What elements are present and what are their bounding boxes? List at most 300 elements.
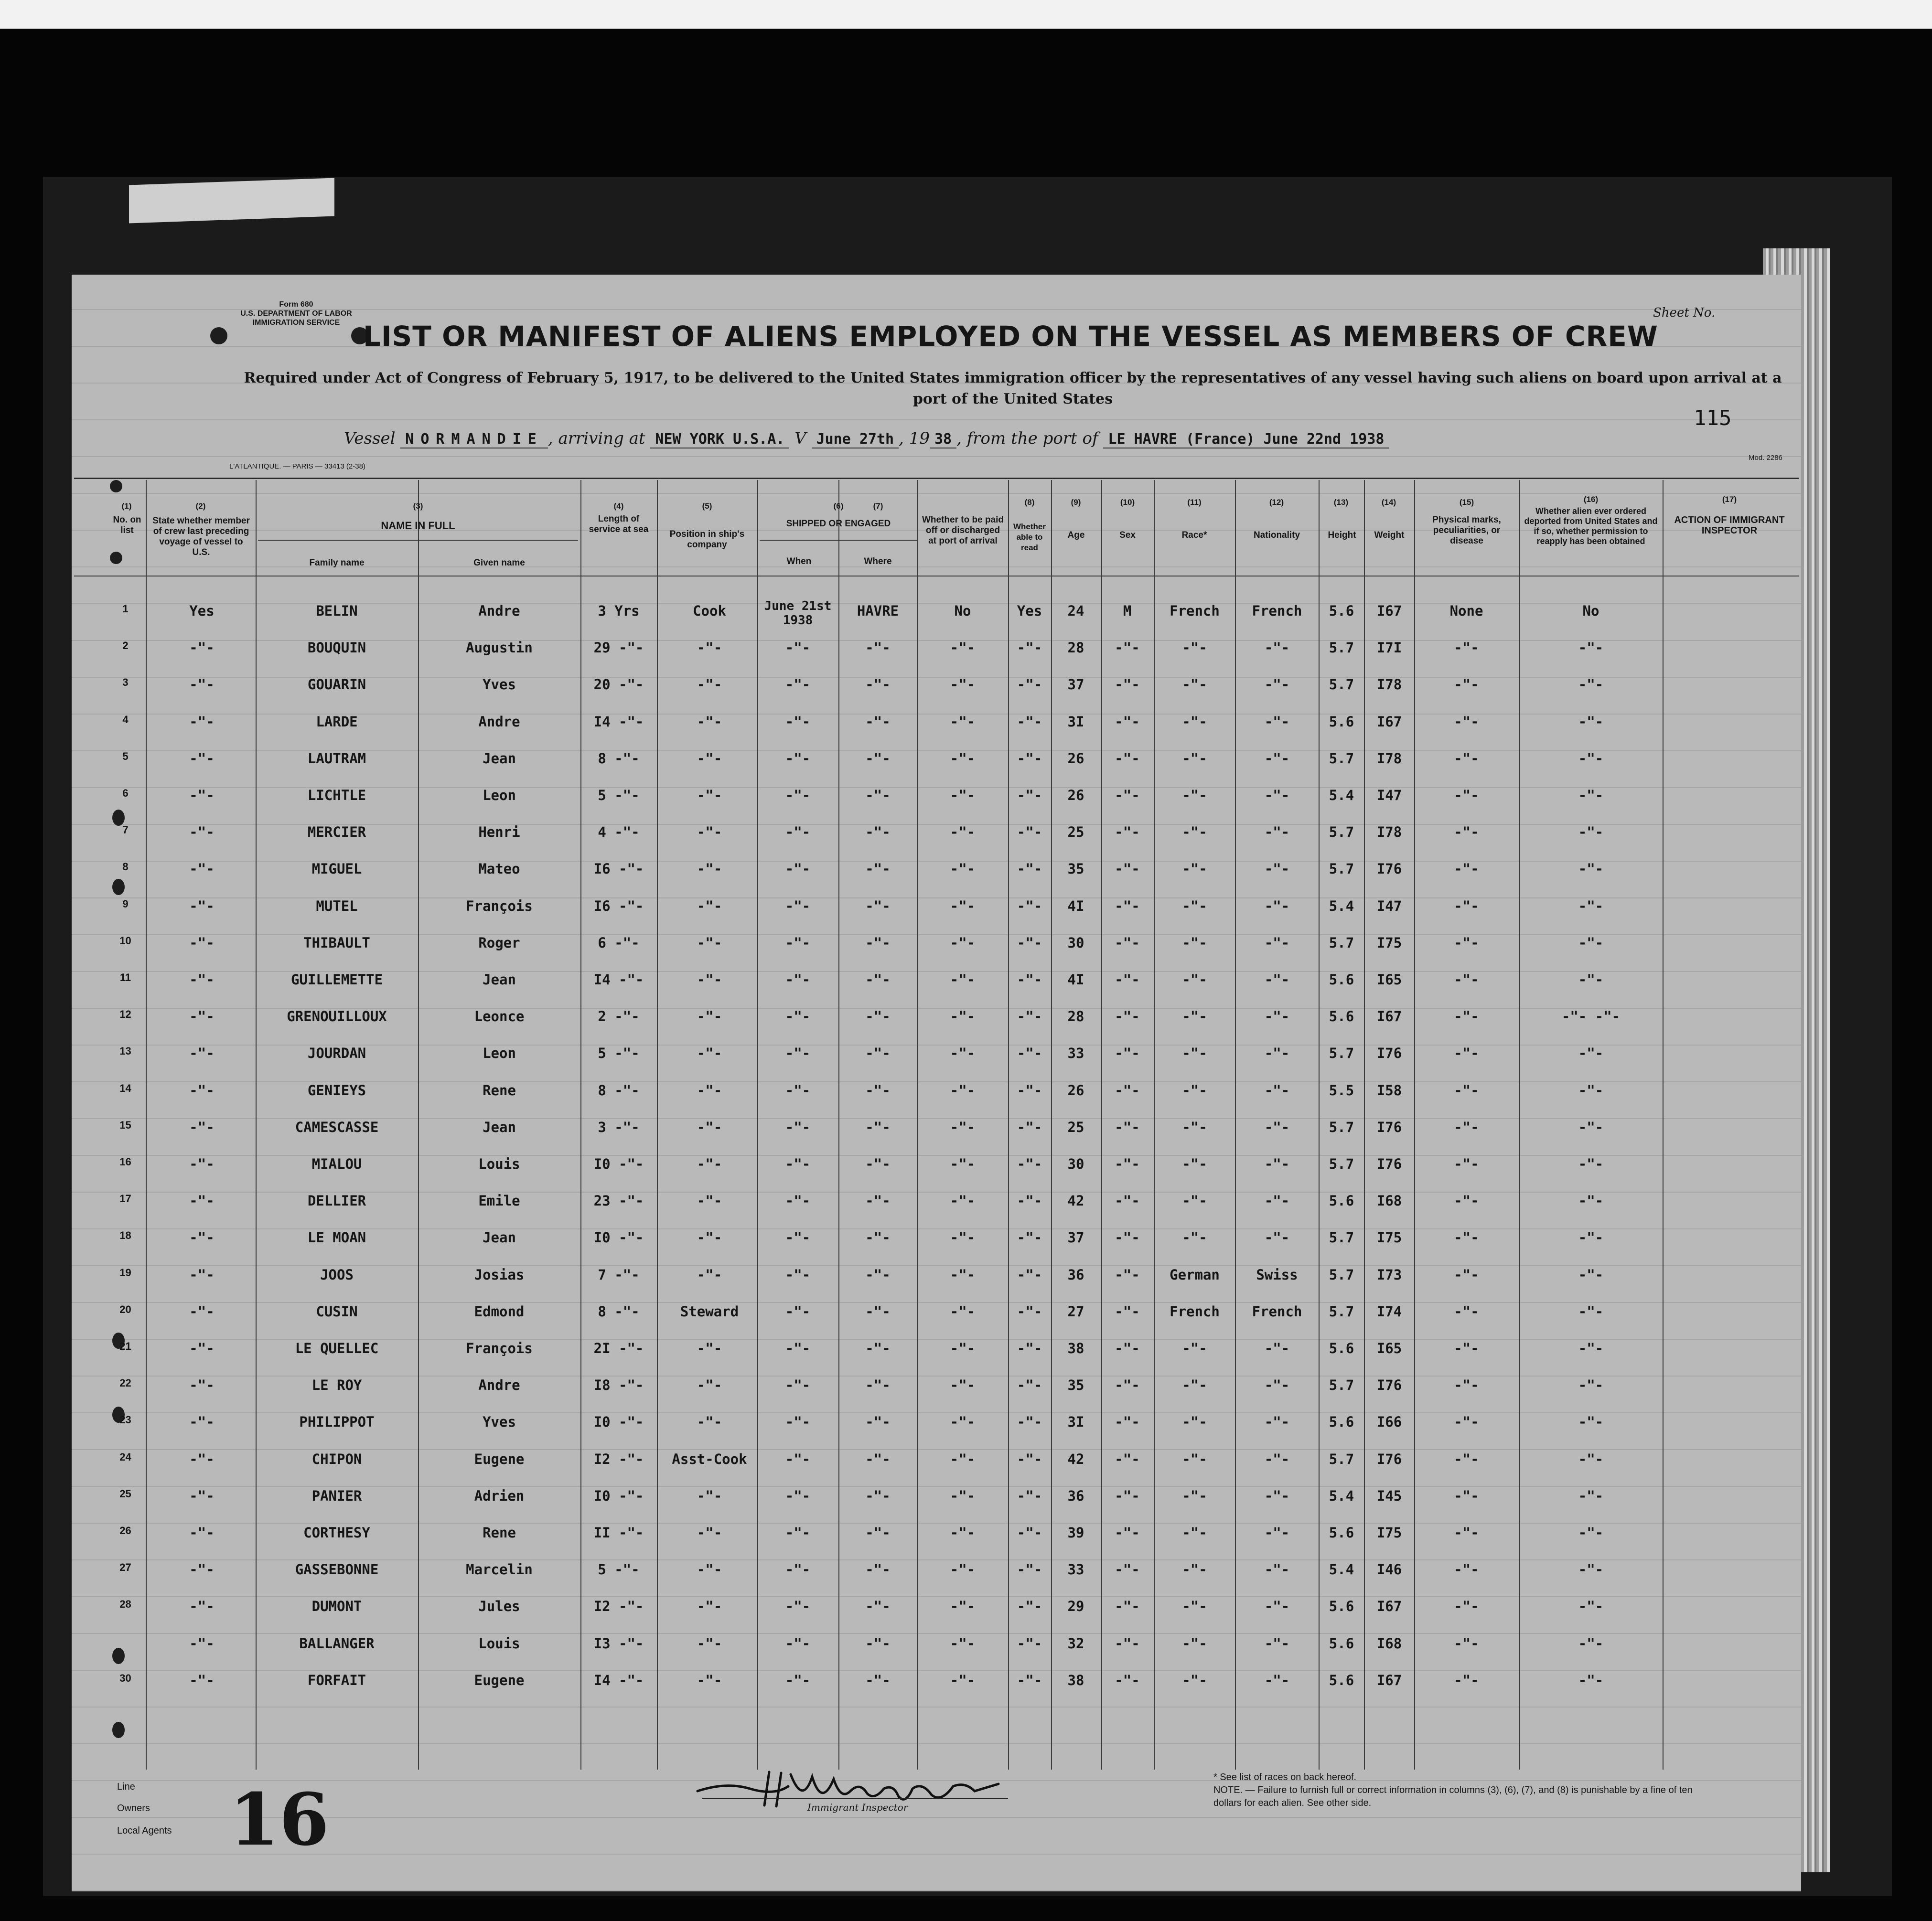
cell-shipped-when: -"- [785, 713, 811, 730]
col-num: (7) [873, 502, 883, 511]
cell-able-to-read: -"- [1017, 1487, 1042, 1504]
cell-previous-voyage: -"- [189, 1082, 215, 1099]
cell-position: -"- [697, 1082, 722, 1099]
cell-deported: -"- [1578, 897, 1604, 914]
cell-physical-marks: -"- [1454, 1119, 1479, 1135]
cell-shipped-where: -"- [865, 1340, 891, 1356]
cell-nationality: -"- [1264, 1340, 1290, 1356]
cell-service-length: I2 -"- [593, 1598, 644, 1615]
cell-sex: -"- [1115, 676, 1140, 693]
row-number: 24 [119, 1451, 131, 1463]
header-family-name: Family name [309, 558, 365, 568]
cell-service-length: 6 -"- [598, 934, 640, 951]
cell-family-name: GOUARIN [307, 676, 366, 693]
cell-family-name: BELIN [316, 603, 358, 619]
cell-family-name: PHILIPPOT [299, 1414, 375, 1430]
cell-shipped-where: -"- [865, 1193, 891, 1209]
cell-shipped-when: -"- [785, 1045, 811, 1062]
cell-age: 4I [1067, 897, 1084, 914]
cell-sex: -"- [1115, 640, 1140, 656]
col-num: (13) [1333, 498, 1349, 507]
cell-height: 5.6 [1329, 1414, 1354, 1430]
row-number: 8 [122, 861, 129, 873]
cell-physical-marks: -"- [1454, 1414, 1479, 1430]
cell-shipped-when: -"- [785, 934, 811, 951]
cell-previous-voyage: -"- [189, 1266, 215, 1283]
cell-position: -"- [697, 1672, 722, 1688]
cell-shipped-where: -"- [865, 676, 891, 693]
cell-shipped-when: -"- [785, 1451, 811, 1467]
col-num: (10) [1120, 498, 1135, 507]
cell-sex: -"- [1115, 934, 1140, 951]
cell-paid-off: -"- [950, 1082, 976, 1099]
arrival-mark: V [794, 429, 806, 448]
cell-weight: I74 [1376, 1303, 1402, 1320]
cell-previous-voyage: -"- [189, 640, 215, 656]
cell-able-to-read: -"- [1017, 1561, 1042, 1578]
cell-deported: -"- [1578, 713, 1604, 730]
header-race: Race* [1181, 530, 1207, 540]
cell-weight: I65 [1376, 971, 1402, 988]
cell-height: 5.6 [1329, 1193, 1354, 1209]
cell-sex: -"- [1115, 1377, 1140, 1394]
cell-given-name: Jean [483, 971, 516, 988]
cell-deported: -"- [1578, 1303, 1604, 1320]
cell-deported: -"- [1578, 1451, 1604, 1467]
cell-paid-off: -"- [950, 1340, 976, 1356]
cell-physical-marks: -"- [1454, 1487, 1479, 1504]
cell-race: -"- [1182, 1008, 1207, 1025]
cell-weight: I67 [1376, 713, 1402, 730]
header-given-name: Given name [473, 558, 525, 568]
cell-given-name: Jean [483, 750, 516, 767]
header-previous-voyage: State whether member of crew last preceding voyage of vessel to U.S. [152, 516, 250, 557]
cell-position: -"- [697, 1377, 722, 1394]
cell-previous-voyage: -"- [189, 787, 215, 803]
cell-position: -"- [697, 1045, 722, 1062]
cell-age: 35 [1067, 861, 1084, 877]
cell-physical-marks: None [1449, 603, 1483, 619]
col-num: (17) [1722, 495, 1737, 504]
cell-weight: I76 [1376, 861, 1402, 877]
cell-physical-marks: -"- [1454, 1598, 1479, 1615]
cell-able-to-read: -"- [1017, 1303, 1042, 1320]
scan-top-border [0, 0, 1932, 29]
page-number: 115 [1694, 406, 1732, 430]
mod-number: Mod. 2286 [1749, 454, 1782, 462]
header-sex: Sex [1119, 530, 1136, 540]
row-number: 25 [119, 1487, 131, 1500]
cell-given-name: Leon [483, 1045, 516, 1062]
cell-sex: -"- [1115, 1414, 1140, 1430]
cell-able-to-read: -"- [1017, 1340, 1042, 1356]
cell-previous-voyage: -"- [189, 897, 215, 914]
cell-given-name: Louis [478, 1635, 520, 1652]
cell-age: 33 [1067, 1561, 1084, 1578]
col-num: (12) [1269, 498, 1284, 507]
cell-previous-voyage: -"- [189, 1045, 215, 1062]
cell-position: -"- [697, 1414, 722, 1430]
cell-weight: I76 [1376, 1451, 1402, 1467]
row-number: 5 [122, 750, 129, 762]
row-number: 18 [119, 1229, 131, 1242]
cell-paid-off: -"- [950, 1487, 976, 1504]
cell-physical-marks: -"- [1454, 787, 1479, 803]
cell-given-name: Andre [478, 1377, 520, 1394]
cell-nationality: -"- [1264, 750, 1290, 767]
cell-shipped-where: -"- [865, 1414, 891, 1430]
cell-paid-off: -"- [950, 1414, 976, 1430]
cell-able-to-read: -"- [1017, 1635, 1042, 1652]
cell-shipped-where: -"- [865, 713, 891, 730]
cell-able-to-read: -"- [1017, 676, 1042, 693]
cell-height: 5.6 [1329, 1598, 1354, 1615]
cell-sex: -"- [1115, 1156, 1140, 1172]
cell-service-length: 2 -"- [598, 1008, 640, 1025]
cell-height: 5.6 [1329, 1672, 1354, 1688]
cell-race: -"- [1182, 1525, 1207, 1541]
cell-height: 5.7 [1329, 1045, 1354, 1062]
cell-given-name: Marcelin [466, 1561, 533, 1578]
cell-deported: -"- [1578, 1561, 1604, 1578]
cell-sex: -"- [1115, 1598, 1140, 1615]
table-row [0, 1377, 1932, 1414]
arrival-port: NEW YORK U.S.A. [650, 431, 789, 448]
row-number: 9 [122, 897, 129, 910]
cell-race: -"- [1182, 1377, 1207, 1394]
cell-height: 5.7 [1329, 640, 1354, 656]
cell-sex: M [1123, 603, 1132, 619]
cell-deported: -"- [1578, 750, 1604, 767]
vessel-name: NORMANDIE [400, 431, 548, 448]
col-num: (2) [195, 502, 206, 511]
cell-family-name: MIALOU [311, 1156, 362, 1172]
cell-deported: -"- [1578, 1525, 1604, 1541]
binder-strip [129, 178, 334, 223]
cell-shipped-where: -"- [865, 1082, 891, 1099]
cell-paid-off: -"- [950, 897, 976, 914]
cell-physical-marks: -"- [1454, 1451, 1479, 1467]
cell-age: 25 [1067, 1119, 1084, 1135]
cell-weight: I76 [1376, 1377, 1402, 1394]
cell-given-name: Jules [478, 1598, 520, 1615]
cell-deported: -"- [1578, 787, 1604, 803]
cell-nationality: -"- [1264, 1414, 1290, 1430]
cell-family-name: BOUQUIN [307, 640, 366, 656]
cell-weight: I75 [1376, 1229, 1402, 1246]
row-number: 15 [119, 1119, 131, 1131]
cell-shipped-where: -"- [865, 824, 891, 841]
cell-paid-off: -"- [950, 640, 976, 656]
cell-paid-off: -"- [950, 971, 976, 988]
cell-age: 36 [1067, 1487, 1084, 1504]
cell-previous-voyage: -"- [189, 713, 215, 730]
row-number: 19 [119, 1266, 131, 1279]
cell-previous-voyage: -"- [189, 1340, 215, 1356]
cell-shipped-when: -"- [785, 1229, 811, 1246]
page-title: LIST OR MANIFEST OF ALIENS EMPLOYED ON THE VESSEL AS MEMBERS OF CREW [363, 320, 1658, 352]
cell-height: 5.7 [1329, 934, 1354, 951]
cell-deported: -"- [1578, 1119, 1604, 1135]
row-number: 11 [119, 971, 131, 983]
cell-given-name: François [466, 897, 533, 914]
cell-previous-voyage: -"- [189, 1598, 215, 1615]
cell-race: -"- [1182, 1340, 1207, 1356]
cell-able-to-read: -"- [1017, 1008, 1042, 1025]
cell-position: -"- [697, 1598, 722, 1615]
cell-shipped-where: -"- [865, 1303, 891, 1320]
cell-previous-voyage: -"- [189, 1229, 215, 1246]
cell-nationality: -"- [1264, 1635, 1290, 1652]
page-subtitle: Required under Act of Congress of February 5, 1917, to be delivered to the United States immigration officer by the representatives of any vessel having such aliens on board upon arrival at a port of the United States [244, 370, 1782, 407]
cell-deported: -"- [1578, 1414, 1604, 1430]
cell-able-to-read: -"- [1017, 861, 1042, 877]
cell-family-name: LICHTLE [307, 787, 366, 803]
cell-physical-marks: -"- [1454, 676, 1479, 693]
cell-paid-off: -"- [950, 676, 976, 693]
cell-deported: -"- -"- [1561, 1008, 1621, 1025]
cell-weight: I78 [1376, 824, 1402, 841]
cell-weight: I78 [1376, 750, 1402, 767]
cell-height: 5.4 [1329, 1561, 1354, 1578]
table-row [0, 640, 1932, 676]
cell-age: 42 [1067, 1451, 1084, 1467]
cell-shipped-where: -"- [865, 787, 891, 803]
cell-given-name: Yves [483, 676, 516, 693]
department: U.S. DEPARTMENT OF LABOR [240, 309, 352, 318]
cell-paid-off: -"- [950, 1266, 976, 1283]
table-row [0, 1082, 1932, 1119]
cell-position: -"- [697, 1008, 722, 1025]
form-number: Form 680 [279, 300, 313, 309]
cell-paid-off: -"- [950, 1008, 976, 1025]
cell-previous-voyage: -"- [189, 1525, 215, 1541]
cell-physical-marks: -"- [1454, 1008, 1479, 1025]
cell-physical-marks: -"- [1454, 1193, 1479, 1209]
cell-nationality: -"- [1264, 787, 1290, 803]
cell-paid-off: -"- [950, 1377, 976, 1394]
cell-deported: -"- [1578, 1266, 1604, 1283]
cell-shipped-where: HAVRE [857, 603, 899, 619]
cell-deported: -"- [1578, 1193, 1604, 1209]
cell-service-length: 3 Yrs [598, 603, 640, 619]
cell-deported: -"- [1578, 971, 1604, 988]
cell-previous-voyage: -"- [189, 861, 215, 877]
sheet-number-label: Sheet No. [1653, 306, 1716, 320]
cell-given-name: Eugene [474, 1451, 525, 1467]
header-able-to-read: Whether able to read [1013, 522, 1046, 552]
cell-given-name: Augustin [466, 640, 533, 656]
cell-service-length: 5 -"- [598, 787, 640, 803]
cell-family-name: LE QUELLEC [295, 1340, 379, 1356]
cell-previous-voyage: -"- [189, 750, 215, 767]
cell-position: -"- [697, 861, 722, 877]
row-number: 13 [119, 1045, 131, 1057]
cell-shipped-when: -"- [785, 971, 811, 988]
cell-sex: -"- [1115, 1635, 1140, 1652]
cell-height: 5.7 [1329, 1451, 1354, 1467]
cell-service-length: 5 -"- [598, 1045, 640, 1062]
cell-deported: -"- [1578, 676, 1604, 693]
cell-shipped-when: June 21st 1938 [764, 599, 832, 628]
cell-physical-marks: -"- [1454, 824, 1479, 841]
cell-height: 5.7 [1329, 861, 1354, 877]
cell-service-length: II -"- [593, 1525, 644, 1541]
row-number: 10 [119, 934, 131, 947]
cell-service-length: 8 -"- [598, 1303, 640, 1320]
cell-position: -"- [697, 1525, 722, 1541]
footer-notes [1213, 1771, 1715, 1810]
cell-deported: -"- [1578, 1082, 1604, 1099]
cell-weight: I76 [1376, 1045, 1402, 1062]
cell-family-name: LARDE [316, 713, 358, 730]
cell-weight: I7I [1376, 640, 1402, 656]
cell-family-name: BALLANGER [299, 1635, 375, 1652]
table-row [0, 1229, 1932, 1266]
cell-race: French [1170, 1303, 1220, 1320]
cell-given-name: Mateo [478, 861, 520, 877]
cell-shipped-when: -"- [785, 897, 811, 914]
cell-family-name: CAMESCASSE [295, 1119, 379, 1135]
col-num: (6) [833, 502, 844, 511]
cell-shipped-when: -"- [785, 1377, 811, 1394]
header-physical-marks: Physical marks, peculiarities, or disease [1432, 515, 1501, 546]
year-prefix: , 19 [899, 429, 930, 448]
cell-age: 37 [1067, 1229, 1084, 1246]
cell-age: 36 [1067, 1266, 1084, 1283]
cell-physical-marks: -"- [1454, 1082, 1479, 1099]
cell-race: -"- [1182, 897, 1207, 914]
cell-position: Asst-Cook [672, 1451, 747, 1467]
cell-given-name: Josias [474, 1266, 525, 1283]
cell-weight: I67 [1376, 1008, 1402, 1025]
cell-age: 32 [1067, 1635, 1084, 1652]
cell-sex: -"- [1115, 897, 1140, 914]
cell-sex: -"- [1115, 1082, 1140, 1099]
cell-able-to-read: -"- [1017, 1377, 1042, 1394]
cell-able-to-read: -"- [1017, 1082, 1042, 1099]
cell-physical-marks: -"- [1454, 1303, 1479, 1320]
cell-race: -"- [1182, 1672, 1207, 1688]
cell-age: 37 [1067, 676, 1084, 693]
row-number: 27 [119, 1561, 131, 1574]
cell-height: 5.6 [1329, 713, 1354, 730]
cell-age: 26 [1067, 750, 1084, 767]
cell-nationality: French [1252, 603, 1302, 619]
shipped-subheader-rule [760, 540, 917, 541]
cell-family-name: CORTHESY [303, 1525, 370, 1541]
footer-local-agents-label: Local Agents [117, 1825, 172, 1836]
cell-able-to-read: -"- [1017, 1672, 1042, 1688]
row-number: 3 [122, 676, 129, 689]
cell-family-name: DUMONT [311, 1598, 362, 1615]
cell-previous-voyage: -"- [189, 1487, 215, 1504]
cell-family-name: MUTEL [316, 897, 358, 914]
cell-able-to-read: -"- [1017, 1119, 1042, 1135]
cell-sex: -"- [1115, 1487, 1140, 1504]
table-row [0, 1340, 1932, 1377]
cell-family-name: MERCIER [307, 824, 366, 841]
cell-nationality: -"- [1264, 861, 1290, 877]
cell-height: 5.6 [1329, 1635, 1354, 1652]
cell-family-name: GENIEYS [307, 1082, 366, 1099]
cell-shipped-when: -"- [785, 1598, 811, 1615]
cell-shipped-where: -"- [865, 861, 891, 877]
cell-nationality: -"- [1264, 1377, 1290, 1394]
cell-service-length: 20 -"- [593, 676, 644, 693]
table-row [0, 1193, 1932, 1229]
cell-service-length: 2I -"- [593, 1340, 644, 1356]
cell-service-length: I2 -"- [593, 1451, 644, 1467]
cell-previous-voyage: -"- [189, 1156, 215, 1172]
cell-height: 5.7 [1329, 1266, 1354, 1283]
cell-race: -"- [1182, 1487, 1207, 1504]
cell-previous-voyage: -"- [189, 971, 215, 988]
cell-race: -"- [1182, 971, 1207, 988]
cell-deported: -"- [1578, 1598, 1604, 1615]
cell-age: 29 [1067, 1598, 1084, 1615]
cell-race: -"- [1182, 1119, 1207, 1135]
cell-position: -"- [697, 934, 722, 951]
cell-able-to-read: -"- [1017, 897, 1042, 914]
table-row [0, 1267, 1932, 1303]
cell-shipped-where: -"- [865, 1156, 891, 1172]
cell-previous-voyage: -"- [189, 934, 215, 951]
cell-physical-marks: -"- [1454, 750, 1479, 767]
cell-shipped-where: -"- [865, 1561, 891, 1578]
cell-family-name: MIGUEL [311, 861, 362, 877]
cell-family-name: THIBAULT [303, 934, 370, 951]
cell-age: 25 [1067, 824, 1084, 841]
cell-shipped-where: -"- [865, 1045, 891, 1062]
cell-race: French [1170, 603, 1220, 619]
footer-line-label: Line [117, 1782, 135, 1792]
cell-sex: -"- [1115, 1119, 1140, 1135]
row-number: 16 [119, 1156, 131, 1168]
arrival-date: June 27th [812, 431, 899, 448]
row-number: 28 [119, 1598, 131, 1611]
cell-nationality: -"- [1264, 1451, 1290, 1467]
cell-weight: I67 [1376, 1672, 1402, 1688]
cell-height: 5.7 [1329, 750, 1354, 767]
cell-position: -"- [697, 787, 722, 803]
cell-deported: -"- [1578, 934, 1604, 951]
cell-given-name: Andre [478, 713, 520, 730]
cell-previous-voyage: -"- [189, 1193, 215, 1209]
cell-given-name: Henri [478, 824, 520, 841]
cell-family-name: CHIPON [311, 1451, 362, 1467]
cell-family-name: JOURDAN [307, 1045, 366, 1062]
cell-nationality: -"- [1264, 897, 1290, 914]
cell-given-name: Louis [478, 1156, 520, 1172]
cell-deported: -"- [1578, 1672, 1604, 1688]
cell-physical-marks: -"- [1454, 1340, 1479, 1356]
cell-previous-voyage: -"- [189, 1635, 215, 1652]
cell-sex: -"- [1115, 1672, 1140, 1688]
cell-shipped-when: -"- [785, 824, 811, 841]
cell-shipped-when: -"- [785, 1525, 811, 1541]
header-shipped-when: When [786, 556, 812, 566]
cell-shipped-when: -"- [785, 1340, 811, 1356]
cell-shipped-where: -"- [865, 897, 891, 914]
cell-service-length: 23 -"- [593, 1193, 644, 1209]
cell-service-length: I0 -"- [593, 1414, 644, 1430]
cell-nationality: -"- [1264, 1598, 1290, 1615]
cell-paid-off: -"- [950, 713, 976, 730]
cell-nationality: -"- [1264, 1525, 1290, 1541]
cell-position: -"- [697, 713, 722, 730]
cell-weight: I68 [1376, 1635, 1402, 1652]
